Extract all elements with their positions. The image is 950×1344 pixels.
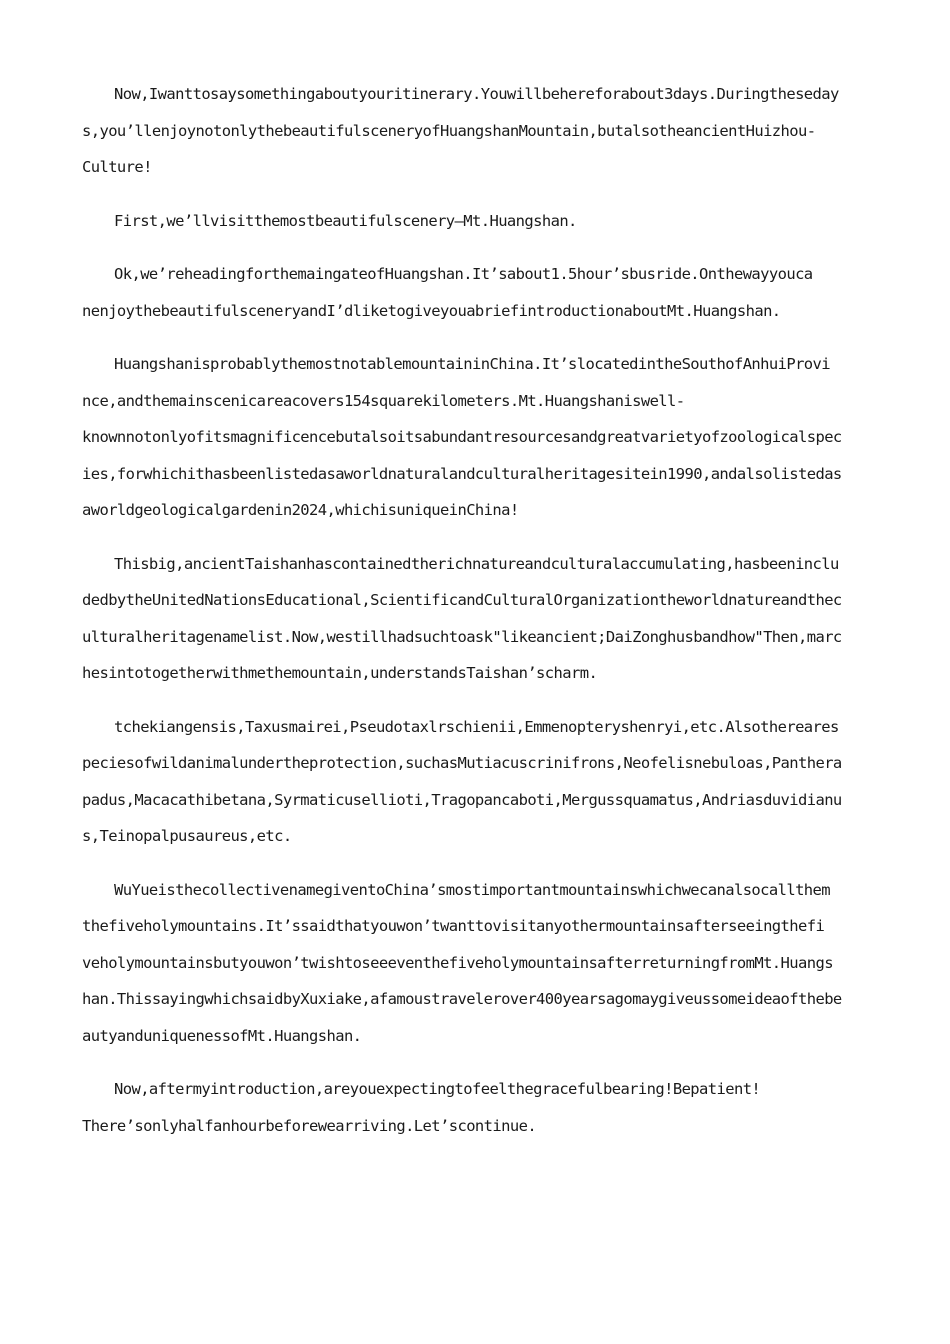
text-line: ulturalheritagenamelist.Now,westillhadsuchtoask"likeancient;DaiZonghusbandhow"Then,marc	[82, 627, 842, 646]
text-line: nce,andthemainscenicareacovers154squarekilometers.Mt.Huangshaniswell-	[82, 391, 685, 410]
text-line: Ok,we’reheadingforthemaingateofHuangshan.It’sabout1.5hour’sbusride.Onthewayyouca	[114, 265, 813, 283]
text-line: First,we’llvisitthemostbeautifulscenery—Mt.Huangshan.	[114, 211, 577, 230]
text-line: dedbytheUnitedNationsEducational,ScientificandCulturalOrganizationtheworldnatureandthec	[82, 591, 842, 609]
text-line: HuangshanisprobablythemostnotablemountaininChina.It’slocatedintheSouthofAnhuiProvi	[114, 355, 831, 373]
paragraph-itinerary	[82, 76, 868, 186]
paragraph-huangshan-intro	[82, 346, 868, 529]
text-line: han.ThissayingwhichsaidbyXuxiake,afamoustravelerover400yearsagomaygiveussomeideaofthebe	[82, 990, 842, 1008]
text-line: veholymountainsbutyouwon’twishtoseeeventhefiveholymountainsafterreturningfromMt.Huangs	[82, 953, 833, 972]
text-line: hesintotogetherwithmethemountain,understandsTaishan’scharm.	[82, 664, 598, 682]
paragraph-first-visit	[82, 203, 868, 240]
text-line: WuYueisthecollectivenamegiventoChina’smostimportantmountainswhichwecanalsocallthem	[114, 880, 831, 899]
paragraph-wuyue	[82, 872, 868, 1055]
text-line: Now,aftermyintroduction,areyouexpectingtofeelthegracefulbearing!Bepatient!	[114, 1080, 761, 1098]
text-line: tchekiangensis,Taxusmairei,Pseudotaxlrschienii,Emmenopteryshenryi,etc.Alsothereares	[114, 717, 839, 736]
text-line: nenjoythebeautifulsceneryandI’dliketogiveyouabriefintroductionaboutMt.Huangshan.	[82, 301, 781, 320]
text-line: s,Teinopalpusaureus,etc.	[82, 827, 292, 845]
text-line: Now,Iwanttosaysomethingaboutyouritinerary.Youwillbehereforabout3days.Duringtheseday	[114, 85, 839, 103]
text-line: aworldgeologicalgardenin2024,whichisuniqueinChina!	[82, 501, 519, 519]
text-line: knownnotonlyofitsmagnificencebutalsoitsabundantresourcesandgreatvarietyofzoologicalspec	[82, 428, 842, 446]
document-page	[82, 76, 868, 1161]
text-line: padus,Macacathibetana,Syrmaticuselliotі,Tragopancaboti,Mergussquamatus,Andriasduvidianu	[82, 790, 842, 809]
text-line: thefiveholymountains.It’ssaidthatyouwon’twanttovisitanyothermountainsafterseeingthefi	[82, 917, 825, 935]
paragraph-closing	[82, 1071, 868, 1144]
text-line: s,you’llenjoynotonlythebeautifulsceneryofHuangshanMountain,butalsotheancientHuizhou-	[82, 121, 816, 140]
text-line: Thisbig,ancientTaishanhascontainedtherichnatureandculturalaccumulating,hasbeeninclu	[114, 554, 839, 573]
text-line: There’sonlyhalfanhourbeforewearriving.Let’scontinue.	[82, 1116, 537, 1135]
paragraph-taishan	[82, 546, 868, 692]
text-line: autyanduniquenessofMt.Huangshan.	[82, 1026, 362, 1045]
paragraph-main-gate	[82, 256, 868, 329]
text-line: ies,forwhichithasbeenlistedasaworldnaturalandculturalheritagesitein1990,andalsolistedas	[82, 464, 842, 483]
text-line: Culture!	[82, 158, 152, 176]
paragraph-species	[82, 709, 868, 855]
text-line: peciesofwildanimalundertheprotection,suchasMutiacuscrinifrons,Neofelisnebuloas,Panthera	[82, 754, 842, 772]
